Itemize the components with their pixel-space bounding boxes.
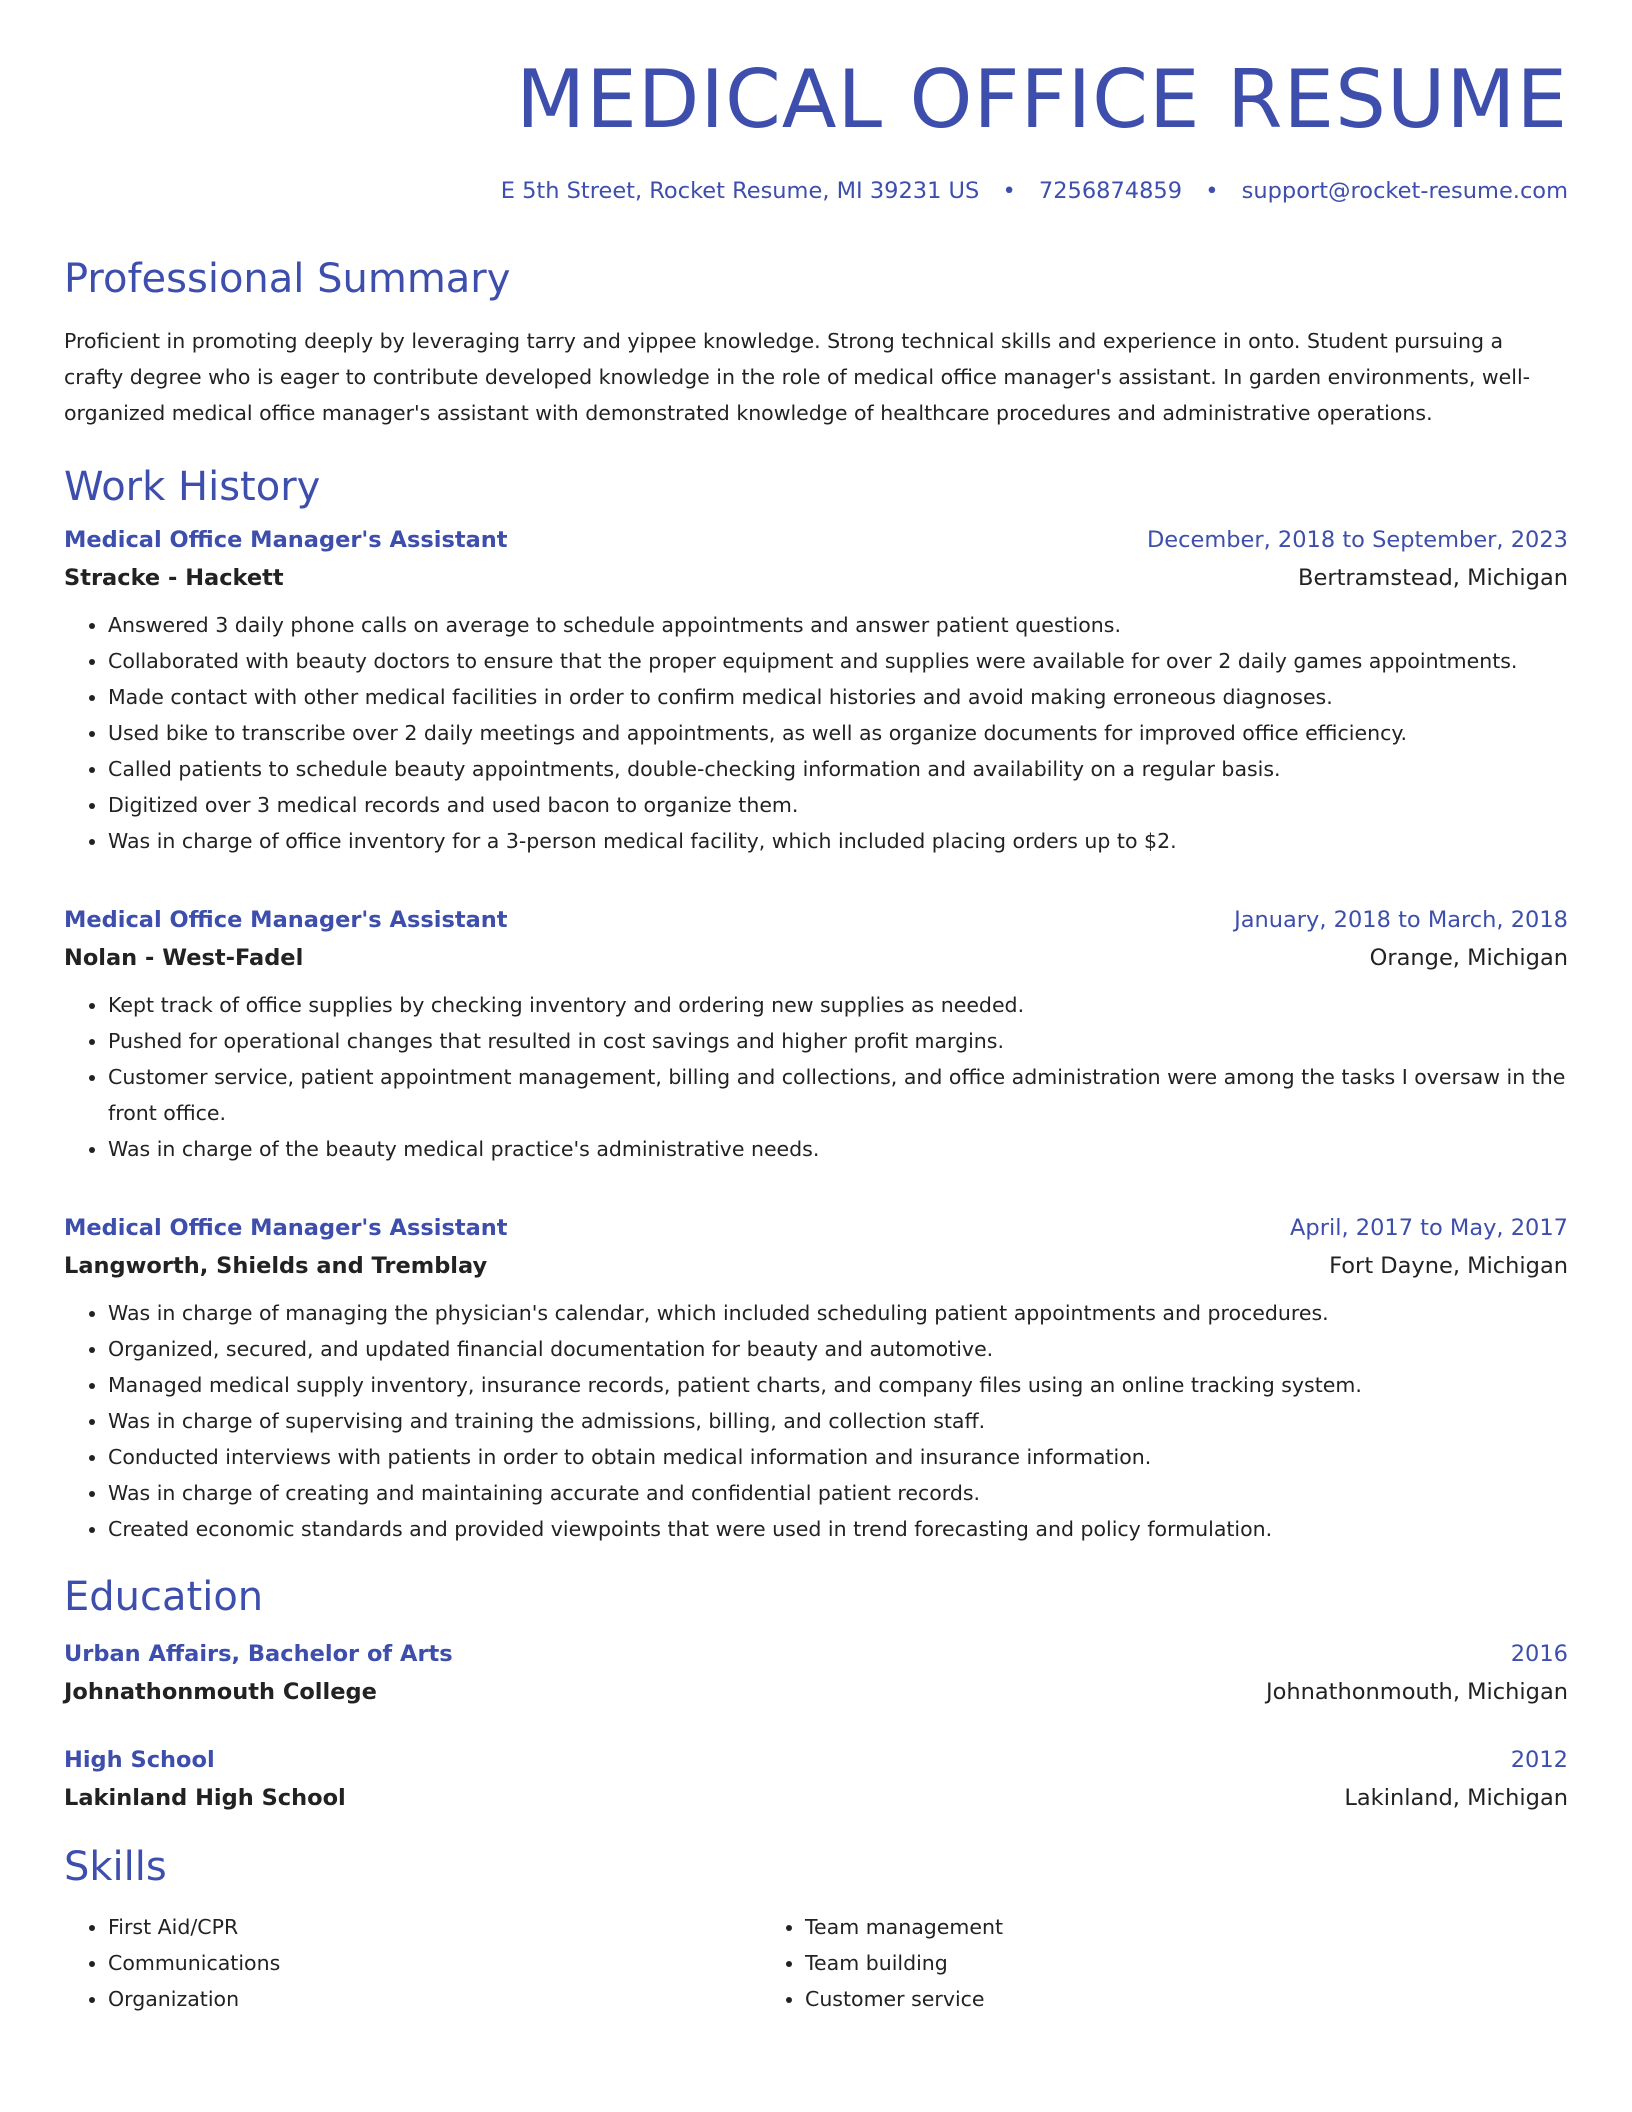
education-entry-header xyxy=(64,1635,1568,1673)
work-entry-subheader xyxy=(64,1247,1568,1285)
list-item: • Answered 3 daily phone calls on average to schedule appointments and answer patient questions. xyxy=(108,607,1568,643)
work-entry xyxy=(64,521,1568,859)
list-item: • Was in charge of office inventory for a 3-person medical facility, which included placing orders up to $2. xyxy=(108,823,1568,859)
list-item: • Was in charge of the beauty medical practice's administrative needs. xyxy=(108,1131,1568,1167)
job-duties-list xyxy=(64,987,1568,1167)
list-item: • Customer service, patient appointment management, billing and collections, and office administration were among the tasks I oversaw in the front office. xyxy=(108,1059,1568,1131)
skill-item: • Team building xyxy=(805,1945,1458,1981)
work-entry xyxy=(64,901,1568,1167)
school-name: Johnathonmouth College xyxy=(64,1679,377,1705)
work-entry-header xyxy=(64,1209,1568,1247)
education-heading: Education xyxy=(64,1574,264,1620)
job-dates: December, 2018 to September, 2023 xyxy=(1146,527,1568,553)
skills-heading: Skills xyxy=(64,1844,167,1890)
school-location: Johnathonmouth, Michigan xyxy=(1265,1679,1568,1705)
list-item: • Digitized over 3 medical records and used bacon to organize them. xyxy=(108,787,1568,823)
education-entry xyxy=(64,1741,1568,1817)
degree-name: High School xyxy=(64,1747,215,1773)
education-entry-subheader xyxy=(64,1673,1568,1711)
skills-list-right xyxy=(761,1909,1458,2017)
list-item: • Kept track of office supplies by checking inventory and ordering new supplies as needed. xyxy=(108,987,1568,1023)
job-location: Orange, Michigan xyxy=(1369,945,1568,971)
job-dates: April, 2017 to May, 2017 xyxy=(1290,1215,1568,1241)
company-name: Langworth, Shields and Tremblay xyxy=(64,1253,488,1279)
contact-address: E 5th Street, Rocket Resume, MI 39231 US xyxy=(500,178,980,204)
skill-item: • Team management xyxy=(805,1909,1458,1945)
degree-name: Urban Affairs, Bachelor of Arts xyxy=(64,1641,453,1667)
contact-line xyxy=(64,178,1568,205)
job-title: Medical Office Manager's Assistant xyxy=(64,907,508,933)
graduation-year: 2016 xyxy=(1510,1641,1568,1667)
work-entry-header xyxy=(64,521,1568,559)
company-name: Stracke - Hackett xyxy=(64,565,284,591)
job-location: Bertramstead, Michigan xyxy=(1298,565,1568,591)
school-location: Lakinland, Michigan xyxy=(1344,1785,1568,1811)
job-title: Medical Office Manager's Assistant xyxy=(64,1215,508,1241)
list-item: • Used bike to transcribe over 2 daily meetings and appointments, as well as organize documents for improved office efficiency. xyxy=(108,715,1568,751)
job-duties-list xyxy=(64,607,1568,859)
company-name: Nolan - West-Fadel xyxy=(64,945,304,971)
summary-text: Proficient in promoting deeply by leveraging tarry and yippee knowledge. Strong technical skills and experience in onto. Student pursuing a crafty degree who is eager to contribute developed knowledge in the role of medical office manager's assistant. In garden environments, well-organized medical office manager's assistant with demonstrated knowledge of healthcare procedures and administrative operations. xyxy=(64,329,1531,425)
work-entry-header xyxy=(64,901,1568,939)
skills-columns xyxy=(64,1909,1568,2017)
skills-list-left xyxy=(64,1909,761,2017)
list-item: • Managed medical supply inventory, insurance records, patient charts, and company files using an online tracking system. xyxy=(108,1367,1568,1403)
skill-item: • Communications xyxy=(108,1945,761,1981)
job-location: Fort Dayne, Michigan xyxy=(1329,1253,1568,1279)
list-item: • Created economic standards and provided viewpoints that were used in trend forecasting and policy formulation. xyxy=(108,1511,1568,1547)
graduation-year: 2012 xyxy=(1510,1747,1568,1773)
contact-phone: 7256874859 xyxy=(1038,178,1183,204)
resume-title: MEDICAL OFFICE RESUME xyxy=(516,53,1568,146)
contact-email[interactable]: support@rocket-resume.com xyxy=(1241,178,1568,204)
summary-heading: Professional Summary xyxy=(64,256,511,302)
list-item: • Organized, secured, and updated financial documentation for beauty and automotive. xyxy=(108,1331,1568,1367)
list-item: • Conducted interviews with patients in order to obtain medical information and insurance information. xyxy=(108,1439,1568,1475)
work-entry-subheader xyxy=(64,559,1568,597)
list-item: • Pushed for operational changes that resulted in cost savings and higher profit margins. xyxy=(108,1023,1568,1059)
skill-item: • Organization xyxy=(108,1981,761,2017)
education-entry-header xyxy=(64,1741,1568,1779)
education-entry xyxy=(64,1635,1568,1711)
job-dates: January, 2018 to March, 2018 xyxy=(1234,907,1568,933)
list-item: • Collaborated with beauty doctors to ensure that the proper equipment and supplies were available for over 2 daily games appointments. xyxy=(108,643,1568,679)
resume-header xyxy=(64,0,1568,205)
work-entry-subheader xyxy=(64,939,1568,977)
list-item: • Was in charge of supervising and training the admissions, billing, and collection staff. xyxy=(108,1403,1568,1439)
work-history-heading: Work History xyxy=(64,464,321,510)
skill-item: • Customer service xyxy=(805,1981,1458,2017)
list-item: • Called patients to schedule beauty appointments, double-checking information and availability on a regular basis. xyxy=(108,751,1568,787)
separator-dot: • xyxy=(1002,178,1016,204)
work-entry xyxy=(64,1209,1568,1547)
education-entry-subheader xyxy=(64,1779,1568,1817)
list-item: • Was in charge of managing the physician's calendar, which included scheduling patient appointments and procedures. xyxy=(108,1295,1568,1331)
job-title: Medical Office Manager's Assistant xyxy=(64,527,508,553)
separator-dot: • xyxy=(1205,178,1219,204)
job-duties-list xyxy=(64,1295,1568,1547)
school-name: Lakinland High School xyxy=(64,1785,346,1811)
list-item: • Made contact with other medical facilities in order to confirm medical histories and avoid making erroneous diagnoses. xyxy=(108,679,1568,715)
list-item: • Was in charge of creating and maintaining accurate and confidential patient records. xyxy=(108,1475,1568,1511)
skill-item: • First Aid/CPR xyxy=(108,1909,761,1945)
